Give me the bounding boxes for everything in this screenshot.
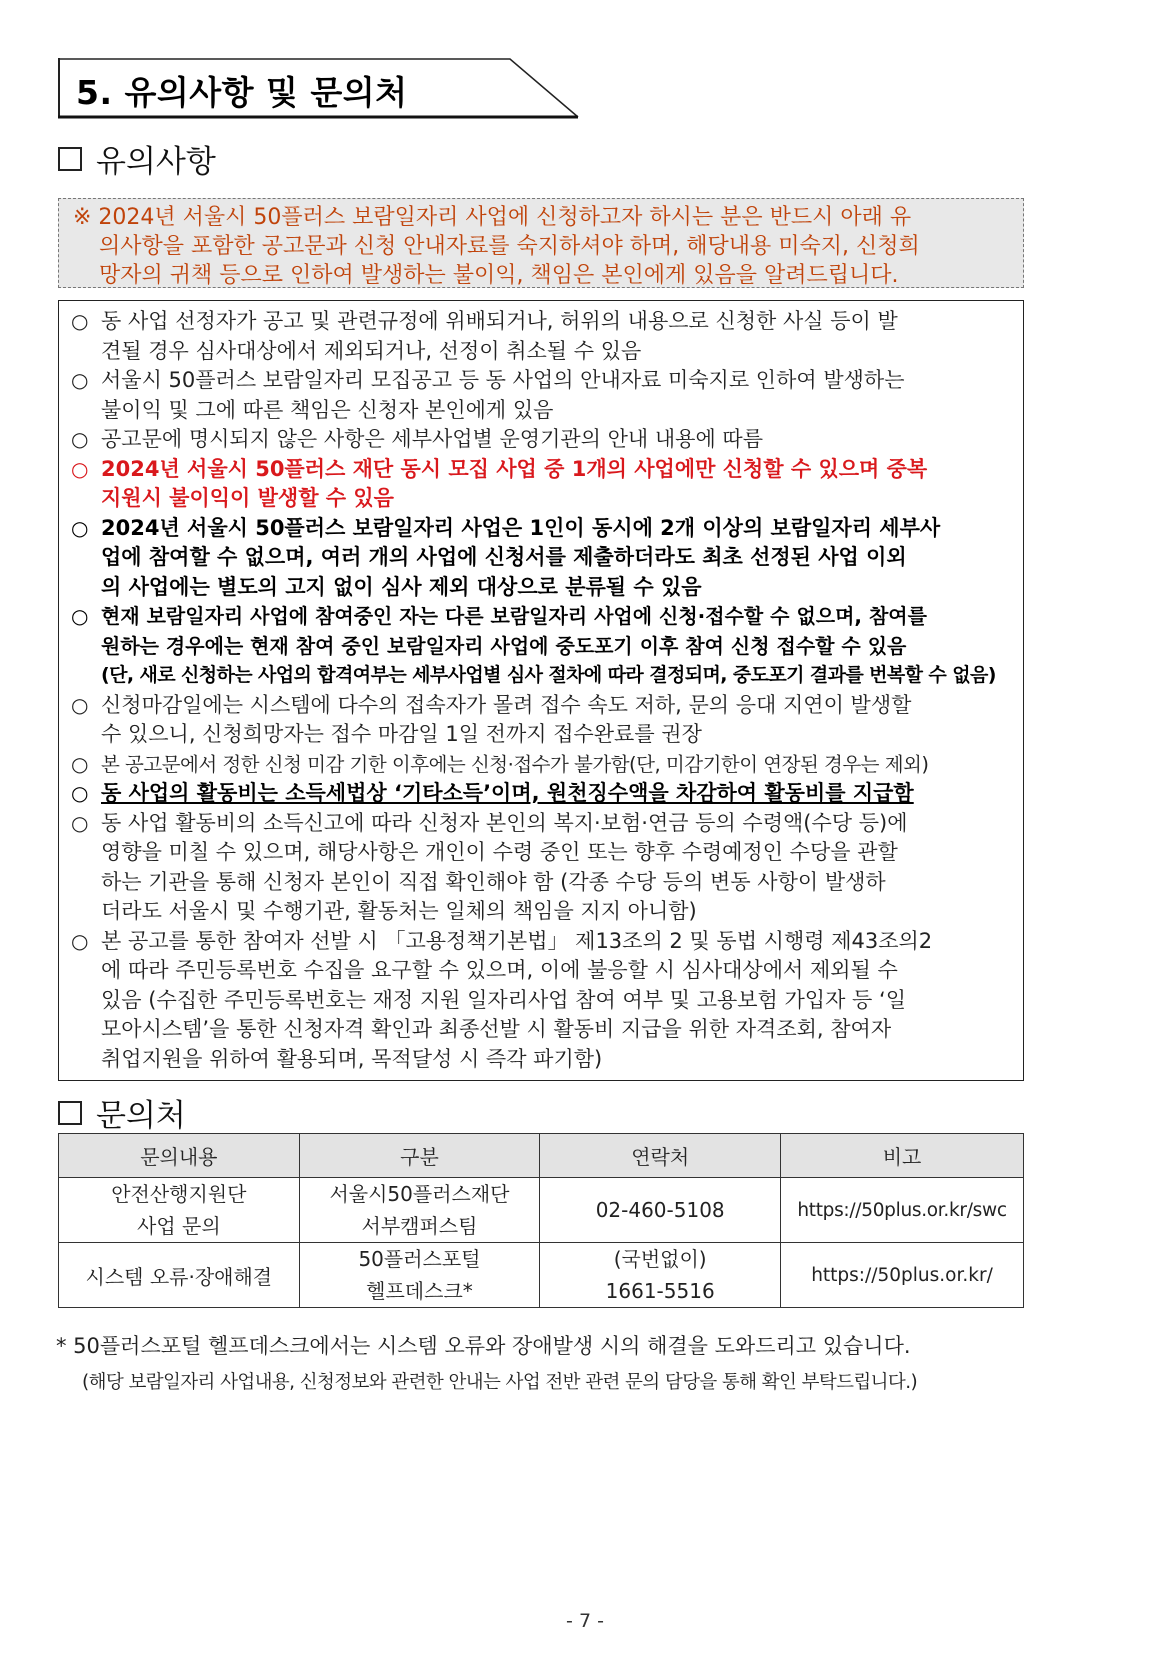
caution-line: 지원시 불이익이 발생할 수 있음: [101, 486, 394, 510]
footnote: * 50플러스포털 헬프데스크에서는 시스템 오류와 장애발생 시의 해결을 도와드리고 있습니다.: [56, 1334, 911, 1358]
cell-line: 50플러스포털: [358, 1247, 481, 1271]
contact-heading: [58, 1090, 186, 1135]
checkbox-square-icon: [58, 1101, 82, 1125]
caution-line: 수 있으니, 신청희망자는 접수 마감일 1일 전까지 접수완료를 권장: [101, 722, 702, 746]
caution-line: 업에 참여할 수 없으며, 여러 개의 사업에 신청서를 제출하더라도 최초 선정된 사업 이외: [101, 545, 907, 569]
cell-line: 02-460-5108: [595, 1198, 725, 1222]
phone-cell: [540, 1178, 781, 1243]
circle-bullet-icon: ○: [71, 781, 89, 805]
caution-item: [71, 425, 1011, 455]
caution-line: 신청마감일에는 시스템에 다수의 접속자가 몰려 접수 속도 저하, 문의 응대 지연이 발생할: [101, 692, 912, 717]
table-row: [59, 1178, 1024, 1243]
cautions-list: [58, 300, 1024, 1081]
caution-line: 공고문에 명시되지 않은 사항은 세부사업별 운영기관의 안내 내용에 따름: [101, 427, 763, 451]
caution-item: [71, 307, 1011, 366]
cell-line: 서울시50플러스재단: [329, 1182, 510, 1206]
cell-line: 안전산행지원단: [111, 1182, 247, 1206]
caution-line: 현재 보람일자리 사업에 참여중인 자는 다른 보람일자리 사업에 신청·접수할 수 없으며, 참여를: [101, 604, 927, 628]
contact-heading-label: 문의처: [96, 1098, 186, 1134]
caution-line: 에 따라 주민등록번호 수집을 요구할 수 있으며, 이에 불응할 시 심사대상에서 제외될 수: [101, 958, 898, 982]
caution-line: 하는 기관을 통해 신청자 본인이 직접 확인해야 함 (각종 수당 등의 변동 사항이 발생하: [101, 869, 886, 894]
circle-bullet-icon: ○: [71, 456, 89, 481]
column-header: 구분: [299, 1134, 540, 1178]
contact-table: [58, 1133, 1024, 1308]
circle-bullet-icon: ○: [71, 427, 89, 451]
topic-cell: [59, 1243, 300, 1308]
cell-line: 헬프데스크*: [366, 1279, 473, 1303]
caution-item-bold: [71, 514, 1011, 603]
circle-bullet-icon: ○: [71, 368, 89, 392]
caution-line: 2024년 서울시 50플러스 보람일자리 사업은 1인이 동시에 2개 이상의 보람일자리 세부사: [101, 515, 941, 540]
caution-line: 원하는 경우에는 현재 참여 중인 보람일자리 사업에 중도포기 이후 참여 신청 접수할 수 있음: [101, 633, 907, 658]
caution-line: 불이익 및 그에 따른 책임은 신청자 본인에게 있음: [101, 397, 554, 422]
circle-bullet-icon: ○: [71, 692, 89, 717]
caution-line: (단, 새로 신청하는 사업의 합격여부는 세부사업별 심사 절차에 따라 결정되며, 중도포기 결과를 번복할 수 없음): [101, 664, 996, 686]
caution-item-bold: [71, 602, 1011, 691]
circle-bullet-icon: ○: [71, 604, 89, 628]
table-row: [59, 1243, 1024, 1308]
checkbox-square-icon: [58, 147, 82, 171]
page-number: - 7 -: [566, 1610, 604, 1632]
section-heading: [58, 57, 580, 125]
caution-line: 서울시 50플러스 보람일자리 모집공고 등 동 사업의 안내자료 미숙지로 인하여 발생하는: [101, 368, 905, 392]
caution-line: 동 사업 활동비의 소득신고에 따라 신청자 본인의 복지·보험·연금 등의 수령액(수당 등)에: [101, 810, 908, 835]
website-link[interactable]: https://50plus.or.kr/swc: [781, 1178, 1024, 1243]
caution-line: 본 공고를 통한 참여자 선발 시 「고용정책기본법」 제13조의 2 및 동법 시행령 제43조의2: [101, 928, 933, 953]
caution-item-highlight: [71, 455, 1011, 514]
caution-item: [71, 809, 1011, 927]
notice-line: 망자의 귀책 등으로 인하여 발생하는 불이익, 책임은 본인에게 있음을 알려드립니다.: [99, 263, 899, 288]
table-header-row: [59, 1134, 1024, 1178]
topic-cell: [59, 1178, 300, 1243]
caution-item: [71, 927, 1011, 1075]
caution-line: 본 공고문에서 정한 신청 미감 기한 이후에는 신청·접수가 불가함(단, 미감기한이 연장된 경우는 제외): [101, 752, 929, 776]
caution-line: 견될 경우 심사대상에서 제외되거나, 선정이 취소될 수 있음: [101, 338, 642, 363]
division-cell: [299, 1243, 540, 1308]
caution-line: 있음 (수집한 주민등록번호는 재정 지원 일자리사업 참여 여부 및 고용보험 가입자 등 ‘일: [101, 987, 906, 1012]
notice-line: 의사항을 포함한 공고문과 신청 안내자료를 숙지하셔야 하며, 해당내용 미숙지, 신청희: [99, 234, 920, 259]
circle-bullet-icon: ○: [71, 751, 89, 776]
division-cell: [299, 1178, 540, 1243]
cell-line: 서부캠퍼스팀: [361, 1214, 478, 1238]
caution-item: [71, 750, 1011, 780]
caution-line: 동 사업의 활동비는 소득세법상 ‘기타소득’이며, 원천징수액을 차감하여 활동비를 지급함: [101, 781, 914, 805]
caution-item: [71, 691, 1011, 750]
caution-line: 모아시스템’을 통한 신청자격 확인과 최종선발 시 활동비 지급을 위한 자격조회, 참여자: [101, 1017, 892, 1041]
column-header: 비고: [781, 1134, 1024, 1178]
caution-line: 의 사업에는 별도의 고지 없이 심사 제외 대상으로 분류될 수 있음: [101, 574, 702, 599]
cautions-heading-label: 유의사항: [96, 144, 216, 180]
circle-bullet-icon: ○: [71, 515, 89, 540]
notice-box: [58, 198, 1024, 288]
section-title: 5. 유의사항 및 문의처: [76, 73, 408, 112]
caution-line: 더라도 서울시 및 수행기관, 활동처는 일체의 책임을 지지 아니함): [101, 899, 697, 923]
cautions-heading: [58, 136, 216, 181]
circle-bullet-icon: ○: [71, 810, 89, 835]
footnote-detail: (해당 보람일자리 사업내용, 신청정보와 관련한 안내는 사업 전반 관련 문의 담당을 통해 확인 부탁드립니다.): [82, 1372, 918, 1393]
caution-line: 동 사업 선정자가 공고 및 관련규정에 위배되거나, 허위의 내용으로 신청한 사실 등이 발: [101, 309, 898, 333]
cell-line: 사업 문의: [137, 1214, 221, 1238]
caution-item-bold: [71, 779, 1011, 809]
caution-line: 취업지원을 위하여 활용되며, 목적달성 시 즉각 파기함): [101, 1046, 603, 1071]
cell-line: 1661-5516: [605, 1279, 715, 1303]
caution-item: [71, 366, 1011, 425]
circle-bullet-icon: ○: [71, 309, 89, 333]
notice-line: ※ 2024년 서울시 50플러스 보람일자리 사업에 신청하고자 하시는 분은 반드시 아래 유: [73, 205, 912, 230]
caution-line: 2024년 서울시 50플러스 재단 동시 모집 사업 중 1개의 사업에만 신청할 수 있으며 중복: [101, 456, 928, 481]
cell-line: (국번없이): [613, 1247, 707, 1271]
cell-line: 시스템 오류·장애해결: [85, 1264, 273, 1289]
circle-bullet-icon: ○: [71, 928, 89, 953]
caution-line: 영향을 미칠 수 있으며, 해당사항은 개인이 수령 중인 또는 향후 수령예정인 수당을 관할: [101, 840, 898, 864]
column-header: 연락처: [540, 1134, 781, 1178]
column-header: 문의내용: [59, 1134, 300, 1178]
website-link[interactable]: https://50plus.or.kr/: [781, 1243, 1024, 1308]
phone-cell: [540, 1243, 781, 1308]
